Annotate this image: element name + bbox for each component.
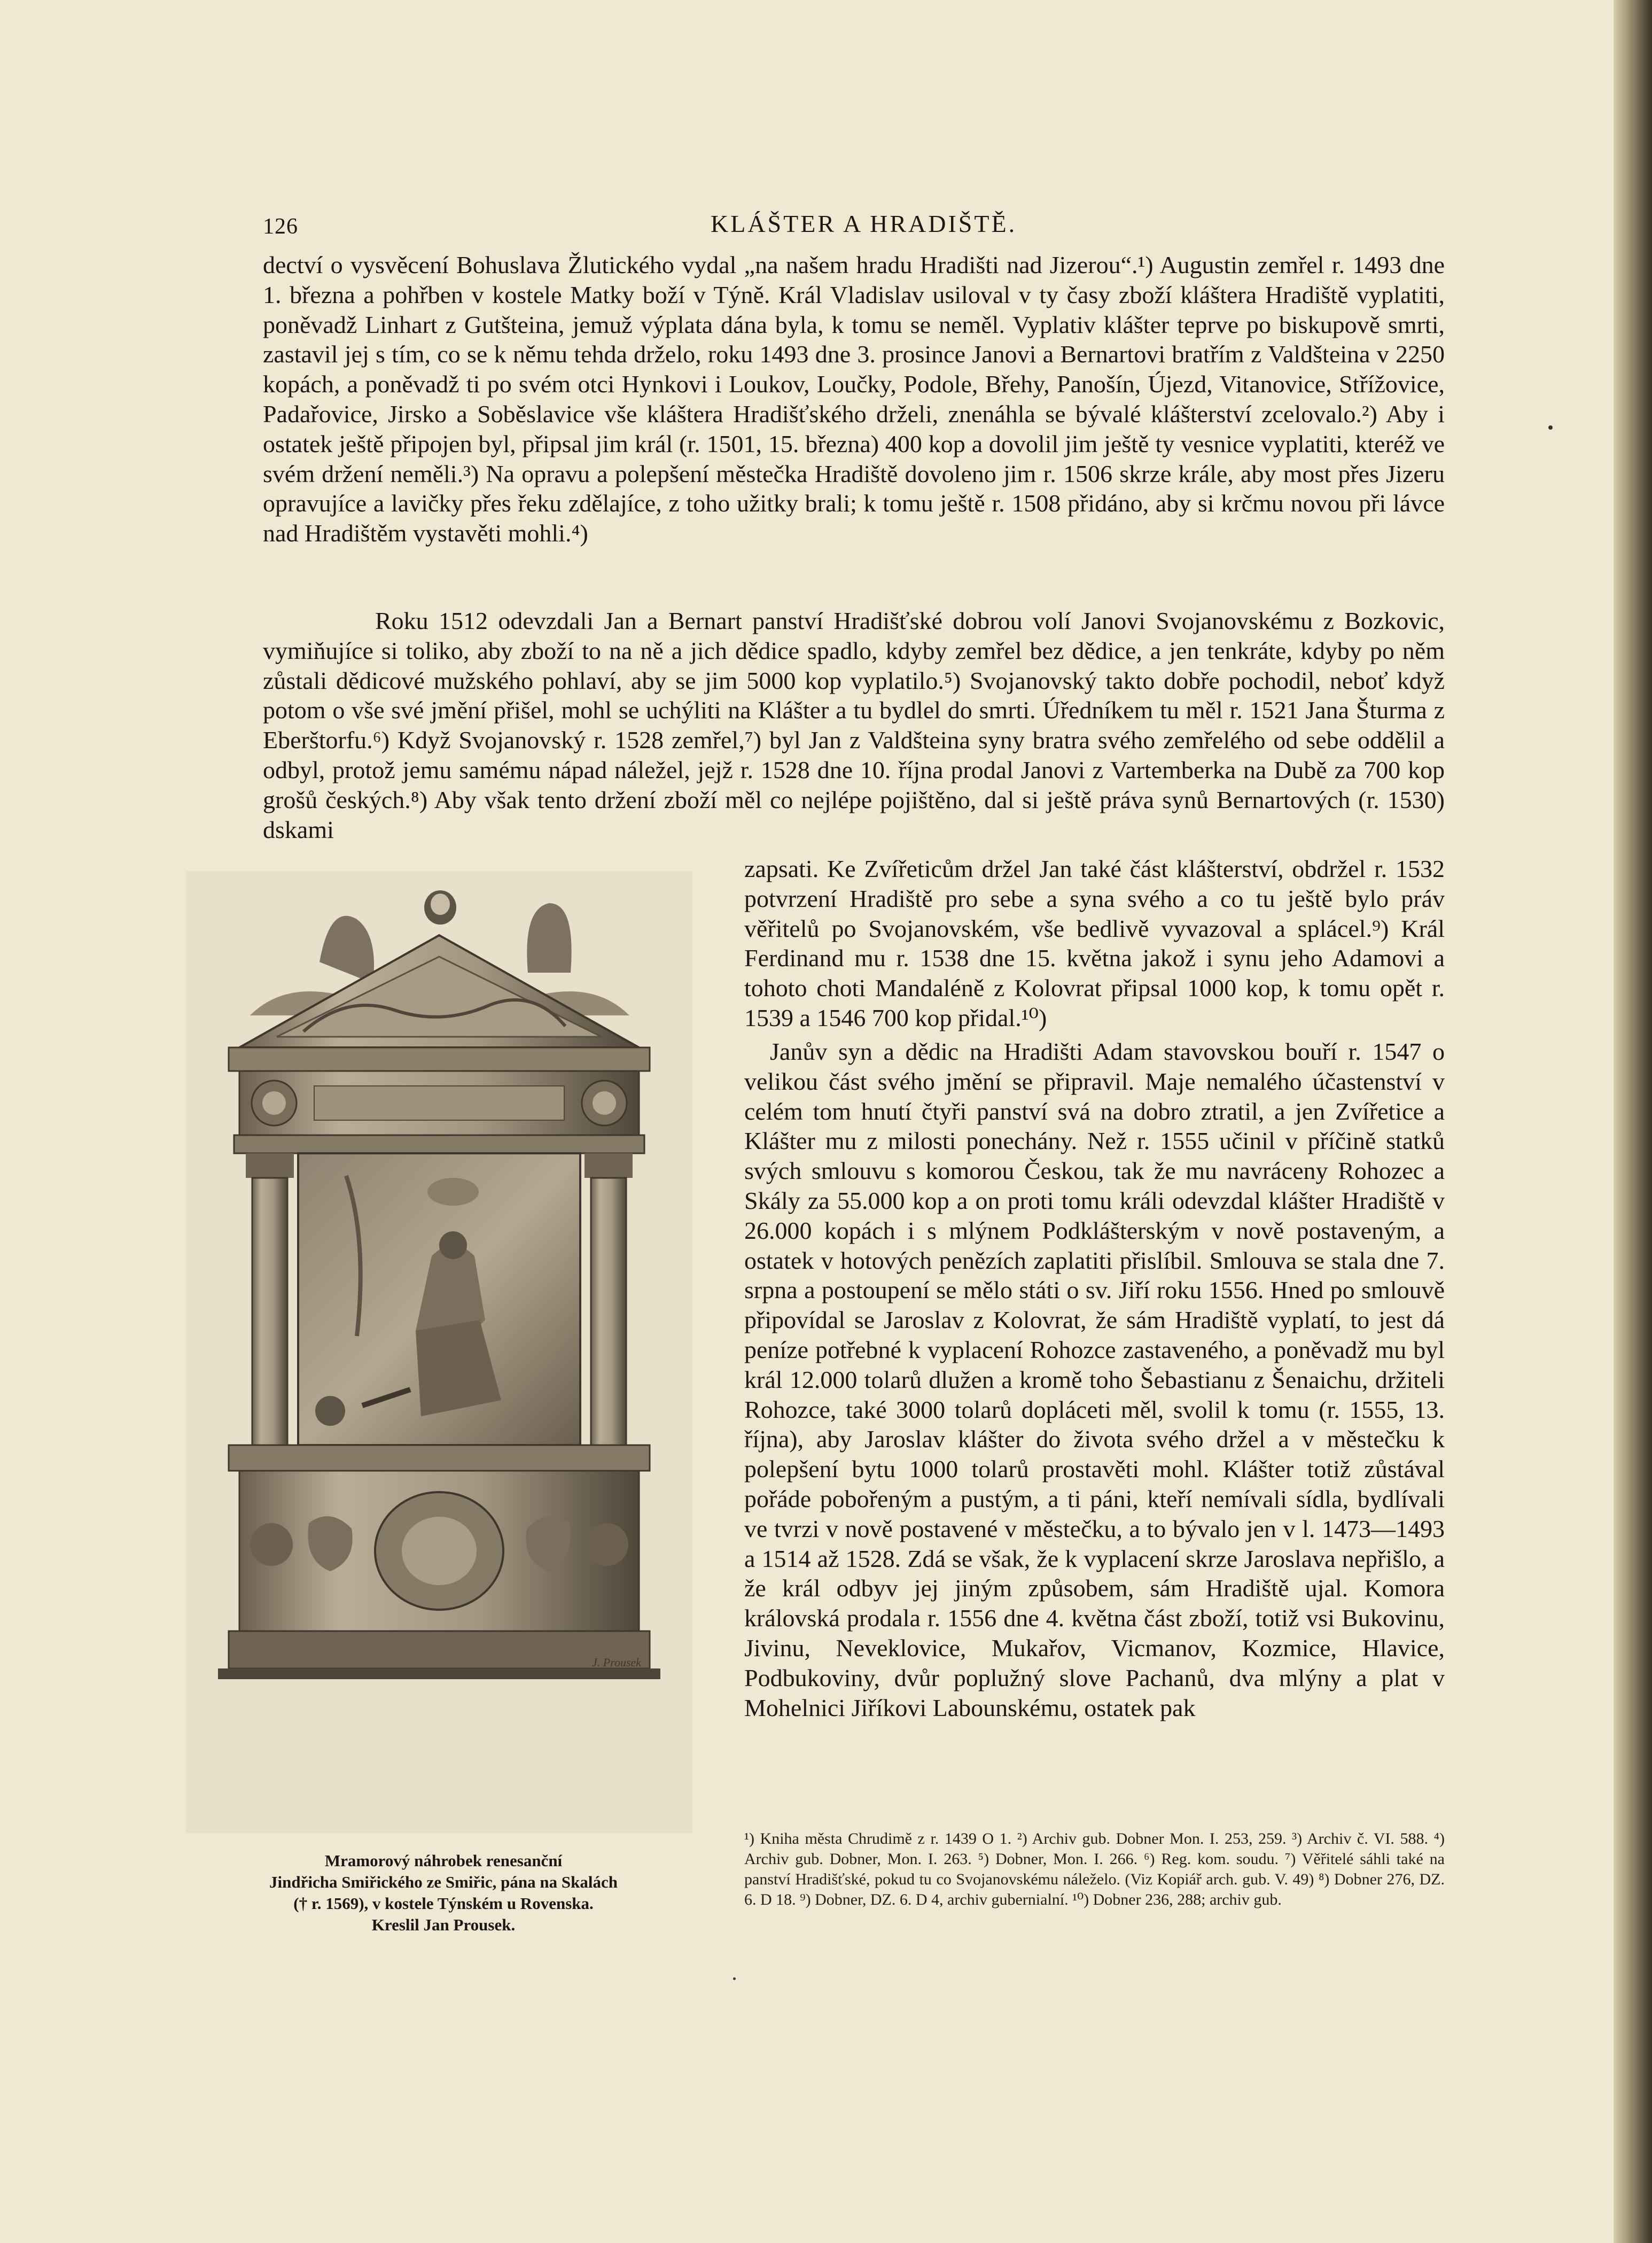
paragraph-3: zapsati. Ke Zvířeticům držel Jan také část klášterství, obdržel r. 1532 potvrzení Hradiště pro sebe a syna svého a co tu ještě bylo práv věřitelů po Svojanovském, vše bedlivě vyvazoval a splácel.⁹) Král Ferdinand mu r. 1538 dne 15. května jakož i synu jeho Adamovi a tohoto choti Mandaléně z Kolovrat připsal 1000 kop, k tomu opět r. 1539 a 1546 700 kop přidal.¹⁰): [744, 855, 1445, 1031]
footnotes: ¹) Kniha města Chrudimě z r. 1439 O 1. ²) Archiv gub. Dobner Mon. I. 253, 259. ³) Archiv č. VI. 588. ⁴) Archiv gub. Dobner, Mon. I. 263. ⁵) Dobner, Mon. I. 266. ⁶) Reg. kom. soudu. ⁷) Věřitelé sáhli také na panství Hradišťské, pokud tu co Svojanovskému náleželo. (Viz Kopiář arch. gub. V. 49) ⁸) Dobner 276, DZ. 6. D 18. ⁹) Dobner, DZ. 6. D 4, archiv gubernialní. ¹⁰) Dobner 236, 288; archiv gub.: [744, 1830, 1445, 1908]
running-head-title: KLÁŠTER A HRADIŠTĚ.: [711, 210, 1017, 237]
figure-caption: [224, 1850, 663, 1936]
caption-line-2: Jindřicha Smiřického ze Smiřic, pána na Skalách: [269, 1873, 618, 1891]
tomb-illustration: [186, 871, 692, 1833]
paragraph-2: Roku 1512 odevzdali Jan a Bernart panství Hradišťské dobrou volí Janovi Svojanovskému z Bozkovic, vymiňujíce si toliko, aby zboží to na ně a jich dědice spadlo, kdyby zemřel bez dědice, a jen tenkráte, kdyby po něm zůstali dědicové mužského pohlaví, aby se jim 5000 kop vyplatilo.⁵) Svojanovský takto dobře pochodil, neboť když potom o vše své jmění přišel, mohl se uchýliti na Klášter a tu bydlel do smrti. Úředníkem tu měl r. 1521 Jana Šturma z Eberštorfu.⁶) Když Svojanovský r. 1528 zemřel,⁷) byl Jan z Valdšteina syny bratra svého zemřelého od sebe oddělil a odbyl, protož jemu samému nápad náležel, jejž r. 1528 dne 10. října prodal Janovi z Vartemberka na Dubě za 700 kop grošů českých.⁸) Aby však tento držení zboží měl co nejlépe pojištěno, dal si ještě práva synů Bernartových (r. 1530) dskami: [263, 607, 1445, 843]
caption-line-3: († r. 1569), v kostele Týnském u Rovenska.: [293, 1894, 594, 1913]
page-mark: [1548, 425, 1553, 430]
artist-signature: J. Prousek: [592, 1656, 642, 1669]
pedestal: [218, 1445, 660, 1679]
paragraph-1: dectví o vysvěcení Bohuslava Žlutického vydal „na našem hradu Hradišti nad Jizerou“.¹) Augustin zemřel r. 1493 dne 1. března a pohřben v kostele Matky boží v Týně. Král Vladislav usiloval v ty časy zboží kláštera Hradiště vyplatiti, poněvadž Linhart z Gutšteina, jemuž výplata dána byla, k tomu se neměl. Vyplativ klášter teprve po biskupově smrti, zastavil jej s tím, co se k němu tehda drželo, roku 1493 dne 3. prosince Janovi a Bernartovi bratřím z Valdšteina v 2250 kopách, a poněvadž ti po svém otci Hynkovi i Loukov, Loučky, Podole, Břehy, Panošín, Újezd, Vitanovice, Střížovice, Padařovice, Jirsko a Soběslavice vše kláštera Hradišťského drželi, znenáhla se bývalé klášterství zcelovalo.²) Aby i ostatek ještě připojen byl, připsal jim král (r. 1501, 15. března) 400 kop a dovolil jim ještě ty vesnice vyplatiti, kteréž ve svém držení neměli.³) Na opravu a polepšení městečka Hradiště dovoleno jim r. 1506 skrze krále, aby most přes Jizeru opravujíce a lavičky přes řeku zdělajíce, z toho užitky brali; k tomu ještě r. 1508 přidáno, aby si krčmu novou při lávce nad Hradištěm vystavěti mohli.⁴): [263, 251, 1445, 547]
page-mark: [733, 1977, 736, 1980]
paragraph-4: Janův syn a dědic na Hradišti Adam stavovskou bouří r. 1547 o velikou část svého jmění se připravil. Maje nemalého účastenství v celém tom hnutí čtyři panství svá na dobro ztratil, a jen Zvířetice a Klášter mu z milosti ponechány. Než r. 1555 učinil v příčině statků svých smlouvu s komorou Českou, tak že mu navráceny Rohozec a Skály za 55.000 kop a on proti tomu králi odevzdal klášter Hradiště v 26.000 kopách i s mlýnem Podklášterským v nově postaveným, a ostatek v hotových penězích zaplatiti přislíbil. Smlouva se stala dne 7. srpna a postoupení se mělo státi o sv. Jiří roku 1556. Hned po smlouvě připovídal se Jaroslav z Kolovrat, že sám Hradiště vyplatí, to jest dá peníze potřebné k vyplacení Rohozce zastaveného, a poněvadž mu byl král 12.000 tolarů dlužen a kromě toho Šebastianu z Šenaichu, držiteli Rohozce, také 3000 tolarů dopláceti měl, svolil k tomu (r. 1555, 13. října), aby Jaroslav klášter do života svého držel a v městečku k polepšení bytu 1000 tolarů prostavěti mohl. Klášter totiž zůstával pořáde pobořeným a pustým, a ti páni, kteří nemívali sídla, bydlívali ve tvrzi v nově postavené v městečku, a to bývalo jen v l. 1473—1493 a 1514 až 1528. Zdá se však, že k vyplacení skrze Jaroslava nepřišlo, a že král odbyv jej jiným způsobem, sám Hradiště ujal. Komora královská prodala r. 1556 dne 4. května část zboží, totiž vsi Bukovinu, Jivinu, Neveklovice, Mukařov, Vicmanov, Kozmice, Hlavice, Podbukoviny, dvůr poplužný slove Pachanů, dva mlýny a plat v Mohelnici Jiříkovi Labounskému, ostatek pak: [744, 1038, 1445, 1721]
caption-line-1: Mramorový náhrobek renesanční: [324, 1851, 563, 1870]
caption-line-4: Kreslil Jan Prousek.: [371, 1915, 516, 1934]
page-number: 126: [263, 214, 298, 239]
entablature: [234, 1071, 644, 1153]
relief-panel: [298, 1153, 580, 1445]
book-spine: [1614, 0, 1652, 2243]
